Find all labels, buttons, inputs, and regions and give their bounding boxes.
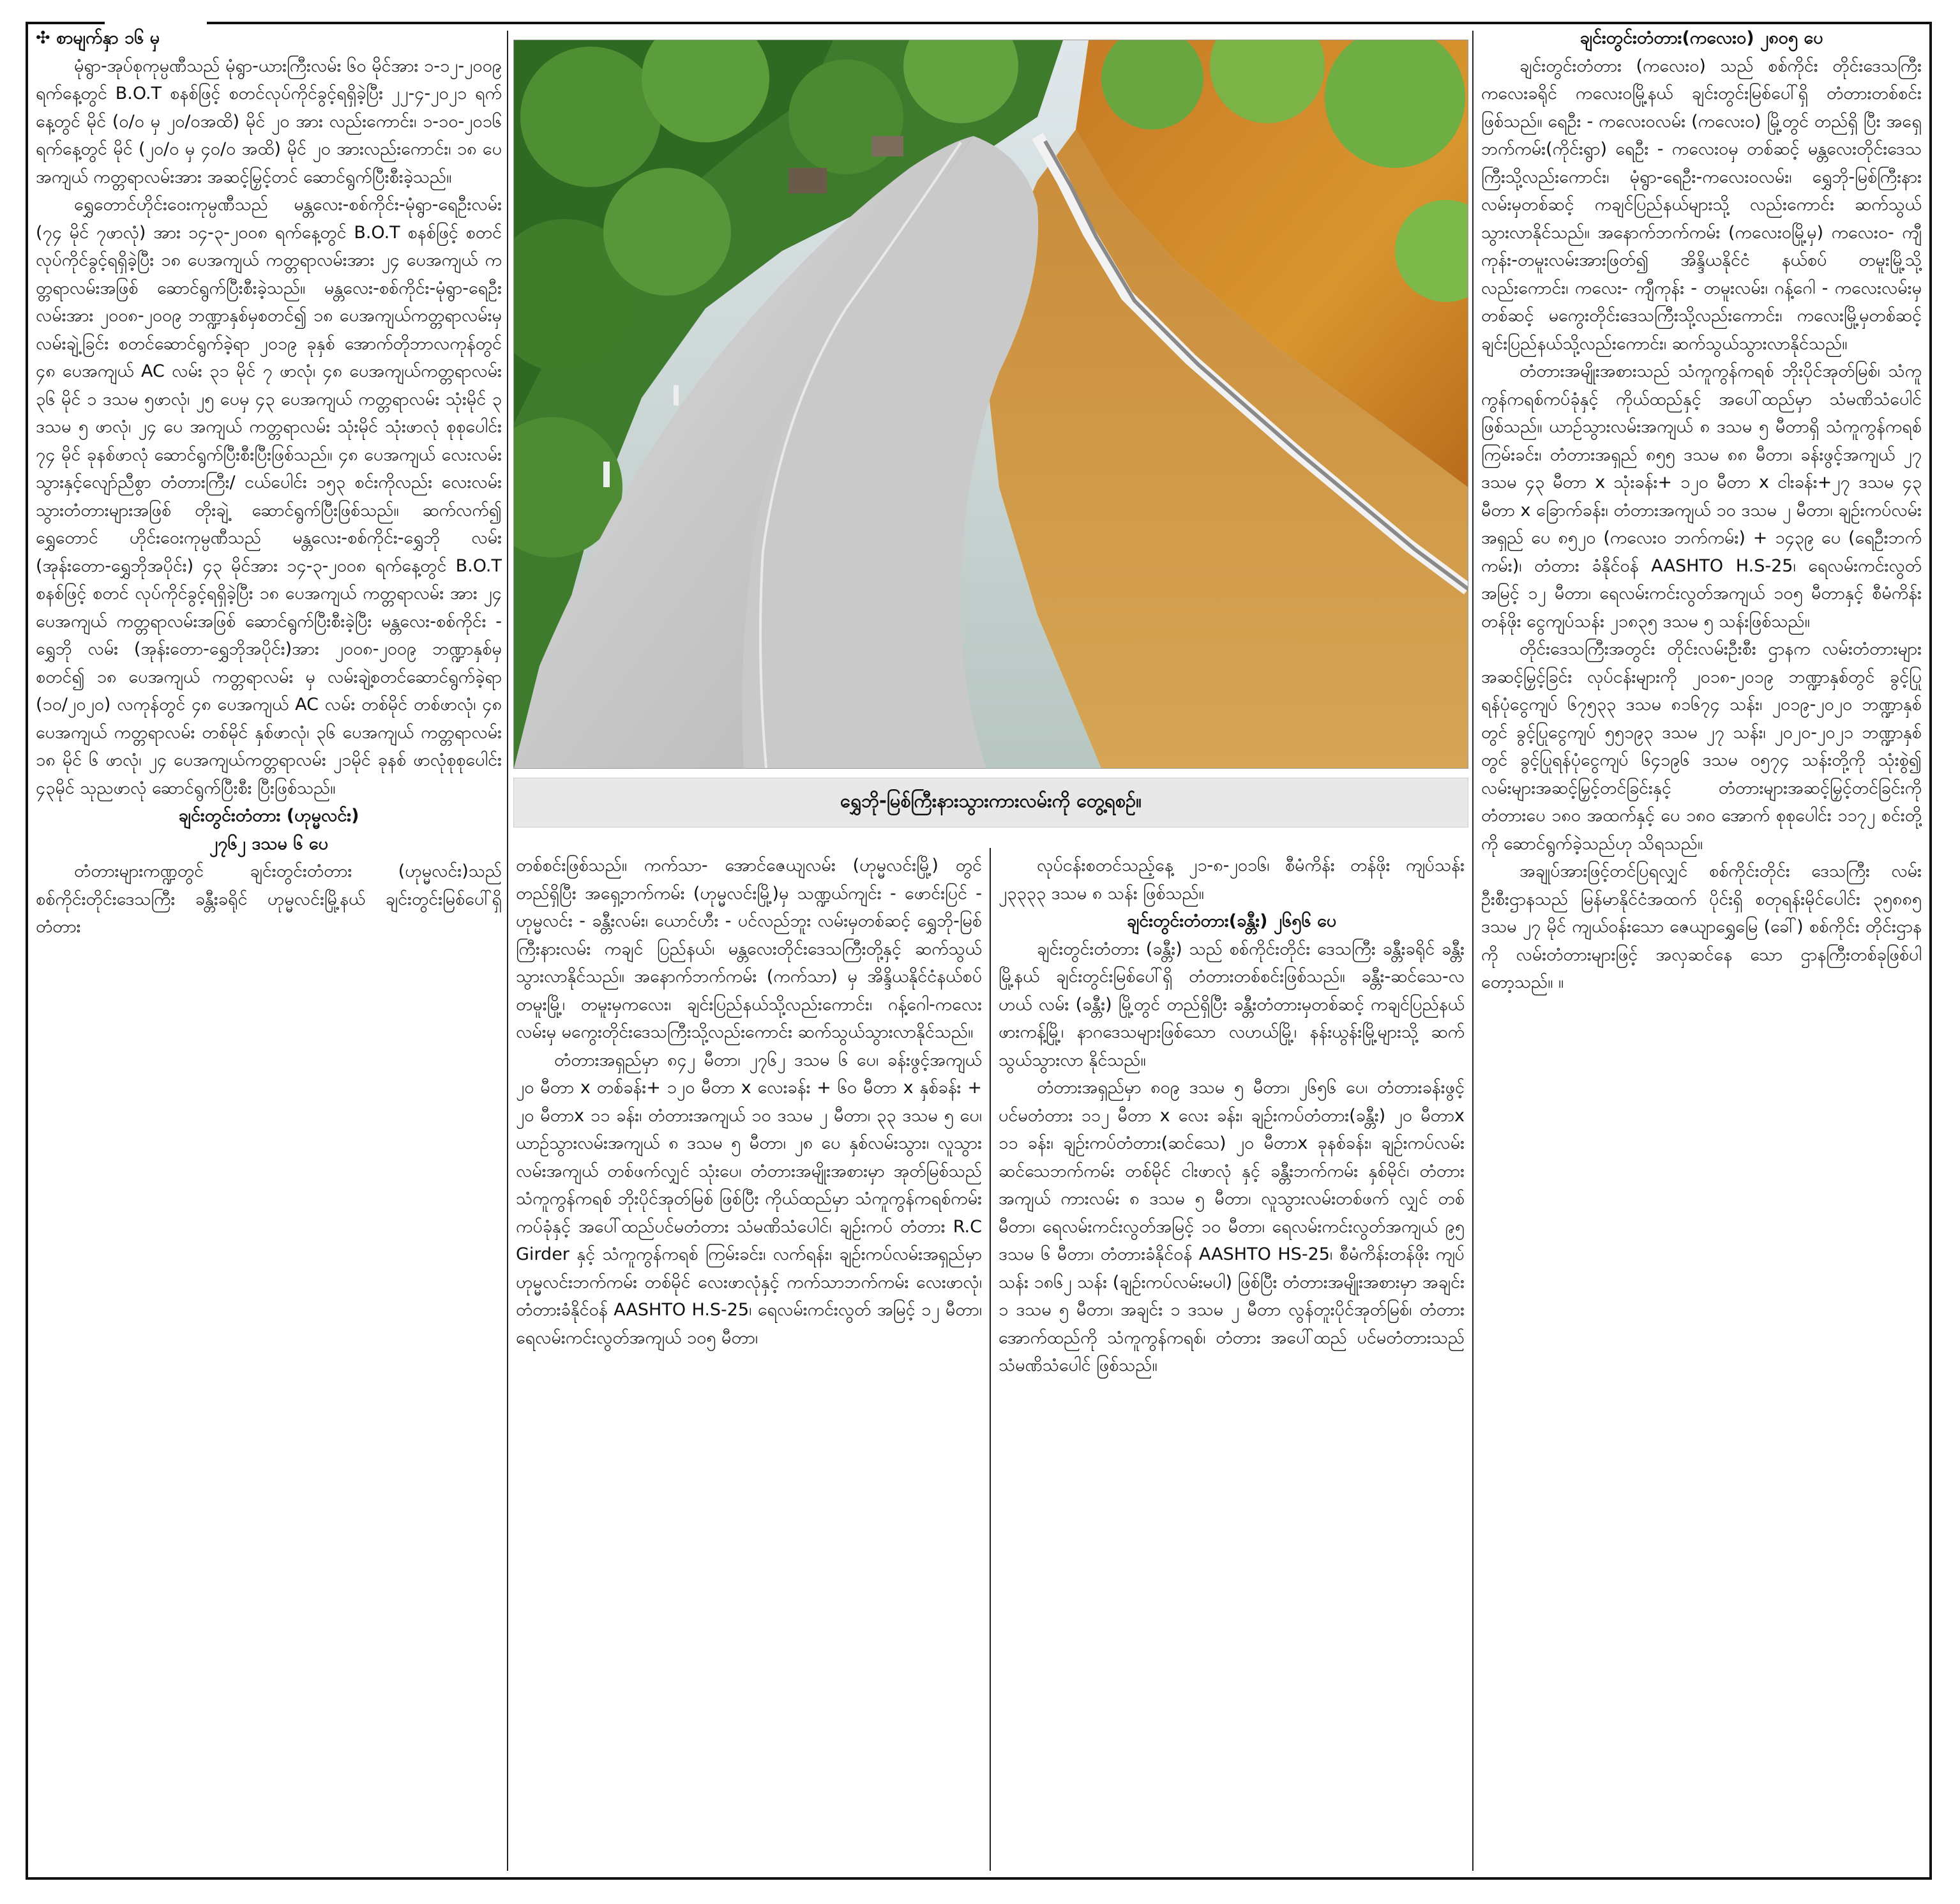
paragraph: တစ်စင်းဖြစ်သည်။ ကက်သာ- အောင်ဇေယျလမ်း (ဟုမ္မလင်းမြို့) တွင် တည်ရှိပြီး အရှေ့ဘက်ကမ်း (ဟုမ္မလင်းမြို့)မှ သဏ္ဍယ်ကျင်း - ဖောင်းပြင် - ဟုမ္မလင်း - ခန္တီးလမ်း၊ ယောင်ဟီး - ပင်လည်ဘူး လမ်းမှတစ်ဆင့် ရွှေဘို-မြစ်ကြီးနားလမ်း ကချင် ပြည်နယ်၊ မန္တလေးတိုင်းဒေသကြီးတို့နှင့် ဆက်သွယ် သွားလာနိုင်သည်။ အနောက်ဘက်ကမ်း (ကက်သာ) မှ အိန္ဒိယနိုင်ငံနယ်စပ် တမူးမြို့၊ တမူးမှကလေး၊ ချင်းပြည်နယ်သို့လည်းကောင်း၊ ဂန့်ဂေါ-ကလေး လမ်းမှ မကွေးတိုင်းဒေသကြီးသို့လည်းကောင်း ဆက်သွယ်သွားလာနိုင်သည်။ <box>516 856 982 1042</box>
section-heading: ချင်းတွင်းတံတား(ခန္တီး) ၂၆၅၆ ပေ <box>1126 911 1337 931</box>
article-column-1 <box>36 24 502 1877</box>
section-heading-sub: ၂၇၆၂ ဒသမ ၆ ပေ <box>209 833 328 854</box>
column-divider <box>1472 31 1474 1871</box>
paragraph: အချုပ်အားဖြင့်တင်ပြရလျှင် စစ်ကိုင်းတိုင်း ဒေသကြီး လမ်းဦးစီးဌာနသည် မြန်မာနိုင်ငံအထက် ပိုင်းရှိ စတုရန်းမိုင်ပေါင်း ၃၅၈၈၅ ဒသမ ၂၇ မိုင် ကျယ်ဝန်းသော ဇေယျာရွှေမြေ (ခေါ်) စစ်ကိုင်း တိုင်းဌာနကို လမ်းတံတားများဖြင့် အလှဆင်နေ သော ဌာနကြီးတစ်ခုဖြစ်ပါတော့သည်။ ။ <box>1481 861 1922 992</box>
road-photo <box>513 40 1468 769</box>
section-heading: ချင်းတွင်းတံတား(ကလေးဝ) ၂၈၀၅ ပေ <box>1579 28 1823 48</box>
article-frame <box>26 22 1932 1880</box>
paragraph: တံတားအရှည်မှာ ၈၀၉ ဒသမ ၅ မီတာ၊ ၂၆၅၆ ပေ၊ တံတားခန်းဖွင့် ပင်မတံတား ၁၁၂ မီတာ x လေး ခန်း၊ ချဉ်းကပ်တံတား(ခန္တီး) ၂၀ မီတာx ၁၁ ခန်း၊ ချဉ်းကပ်တံတား(ဆင်သေ) ၂၀ မီတာx ခုနစ်ခန်း၊ ချဉ်းကပ်လမ်း ဆင်သေဘက်ကမ်း တစ်မိုင် ငါးဖာလုံ နှင့် ခန္တီးဘက်ကမ်း နှစ်မိုင်၊ တံတားအကျယ် ကားလမ်း ၈ ဒသမ ၅ မီတာ၊ လူသွားလမ်းတစ်ဖက် လျှင် တစ်မီတာ၊ ရေလမ်းကင်းလွတ်အမြင့် ၁၀ မီတာ၊ ရေလမ်းကင်းလွတ်အကျယ် ၉၅ ဒသမ ၆ မီတာ၊ တံတားခံနိုင်ဝန် AASHTO HS-25၊ စီမံကိန်းတန်ဖိုး ကျပ်သန်း ၁၈၆၂ သန်း (ချဉ်းကပ်လမ်းမပါ) ဖြစ်ပြီး တံတားအမျိုးအစားမှာ အချင်း ၁ ဒသမ ၅ မီတာ၊ အချင်း ၁ ဒသမ ၂ မီတာ လွန်တူးပိုင်အုတ်မြစ်၊ တံတားအောက်ထည်ကို သံကူကွန်ကရစ်၊ တံတား အပေါ်ထည် ပင်မတံတားသည် သံမဏိသံပေါင် ဖြစ်သည်။ <box>999 1078 1465 1375</box>
photo-caption: ရွှေဘို-မြစ်ကြီးနားသွားကားလမ်းကို တွေ့ရစဉ်။ <box>513 778 1468 827</box>
article-column-3 <box>999 852 1465 1877</box>
continued-from: ✣ စာမျက်နှာ ၁၆ မှ <box>36 28 160 48</box>
paragraph: တိုင်းဒေသကြီးအတွင်း တိုင်းလမ်းဦးစီး ဌာနက လမ်းတံတားများ အဆင့်မြှင့်ခြင်း လုပ်ငန်းများကို ၂၀၁၈-၂၀၁၉ ဘဏ္ဍာနှစ်တွင် ခွင့်ပြုရန်ပုံငွေကျပ် ၆၇၅၃၃ ဒသမ ၈၁၆၇၄ သန်း၊ ၂၀၁၉-၂၀၂၀ ဘဏ္ဍာနှစ်တွင် ခွင့်ပြုငွေကျပ် ၅၅၁၉၃ ဒသမ ၂၇ သန်း၊ ၂၀၂၀-၂၀၂၁ ဘဏ္ဍာနှစ်တွင် ခွင့်ပြုရန်ပုံငွေကျပ် ၆၄၁၉၆ ဒသမ ၀၅၇၄ သန်းတို့ကို သုံးစွဲ၍ လမ်းများအဆင့်မြှင့်တင်ခြင်းနှင့် တံတားများအဆင့်မြှင့်တင်ခြင်းကို တံတားပေ ၁၈၀ အထက်နှင့် ပေ ၁၈၀ အောက် စုစုပေါင်း ၁၁၇၂ စင်းတို့ကို ဆောင်ရွက်ခဲ့သည်ဟု သိရသည်။ <box>1481 639 1922 854</box>
paragraph: တံတားအမျိုးအစားသည် သံကူကွန်ကရစ် ဘိုးပိုင်အုတ်မြစ်၊ သံကူကွန်ကရစ်ကပ်ခုံနှင့် ကိုယ်ထည်နှင့် အပေါ်ထည်မှာ သံမဏိသံပေါင် ဖြစ်သည်။ ယာဉ်သွားလမ်းအကျယ် ၈ ဒသမ ၅ မီတာရှိ သံကူကွန်ကရစ်ကြမ်းခင်း၊ တံတားအရှည် ၈၅၅ ဒသမ ၈၈ မီတာ၊ ခန်းဖွင့်အကျယ် ၂၇ ဒသမ ၄၃ မီတာ x သုံးခန်း+ ၁၂၀ မီတာ x ငါးခန်း+၂၇ ဒသမ ၄၃ မီတာ x ခြောက်ခန်း၊ တံတားအကျယ် ၁၀ ဒသမ ၂ မီတာ၊ ချဉ်းကပ်လမ်းအရှည် ပေ ၈၅၂၀ (ကလေးဝ ဘက်ကမ်း) + ၁၄၃၉ ပေ (ရေဦးဘက်ကမ်း)၊ တံတား ခံနိုင်ဝန် AASHTO H.S-25၊ ရေလမ်းကင်းလွတ်အမြင့် ၁၂ မီတာ၊ ရေလမ်းကင်းလွတ်အကျယ် ၁၀၅ မီတာနှင့် စီမံကိန်းတန်ဖိုး ငွေကျပ်သန်း ၂၁၈၃၅ ဒသမ ၅ သန်းဖြစ်သည်။ <box>1481 361 1922 631</box>
paragraph: တံတားများကဏ္ဍတွင် ချင်းတွင်းတံတား (ဟုမ္မလင်း)သည် စစ်ကိုင်းတိုင်းဒေသကြီး ခန္တီးခရိုင် ဟုမ္မလင်းမြို့နယ် ချင်းတွင်းမြစ်ပေါ်ရှိ တံတား <box>36 861 502 937</box>
paragraph: ချင်းတွင်းတံတား (ကလေးဝ) သည် စစ်ကိုင်း တိုင်းဒေသကြီး ကလေးခရိုင် ကလေးဝမြို့နယ် ချင်းတွင်းမြစ်ပေါ်ရှိ တံတားတစ်စင်းဖြစ်သည်။ ရေဦး - ကလေးဝလမ်း (ကလေးဝ) မြို့တွင် တည်ရှိ ပြီး အရှေ့ဘက်ကမ်း(ကိုင်းရွာ) ရေဦး - ကလေးဝမှ တစ်ဆင့် မန္တလေးတိုင်းဒေသကြီးသို့လည်းကောင်း၊ မုံရွာ-ရေဦး-ကလေးဝလမ်း၊ ရွှေဘို-မြစ်ကြီးနား လမ်းမှတစ်ဆင့် ကချင်ပြည်နယ်များသို့ လည်းကောင်း ဆက်သွယ်သွားလာနိုင်သည်။ အနောက်ဘက်ကမ်း (ကလေးဝမြို့မှ) ကလေးဝ- ကျီကုန်း-တမူးလမ်းအားဖြတ်၍ အိန္ဒိယနိုင်ငံ နယ်စပ် တမူးမြို့သို့လည်းကောင်း၊ ကလေး- ကျီကုန်း - တမူးလမ်း၊ ဂန့်ဂေါ - ကလေးလမ်းမှ တစ်ဆင့် မကွေးတိုင်းဒေသကြီးသို့လည်းကောင်း၊ ကလေးမြို့မှတစ်ဆင့် ချင်းပြည်နယ်သို့လည်းကောင်း၊ ဆက်သွယ်သွားလာနိုင်သည်။ <box>1481 56 1922 354</box>
paragraph: တံတားအရှည်မှာ ၈၄၂ မီတာ၊ ၂၇၆၂ ဒသမ ၆ ပေ၊ ခန်းဖွင့်အကျယ် ၂၀ မီတာ x တစ်ခန်း+ ၁၂၀ မီတာ x လေးခန်း + ၆၀ မီတာ x နှစ်ခန်း + ၂၀ မီတာx ၁၁ ခန်း၊ တံတားအကျယ် ၁၀ ဒသမ ၂ မီတာ၊ ၃၃ ဒသမ ၅ ပေ၊ ယာဉ်သွားလမ်းအကျယ် ၈ ဒသမ ၅ မီတာ၊ ၂၈ ပေ နှစ်လမ်းသွား၊ လူသွားလမ်းအကျယ် တစ်ဖက်လျှင် သုံးပေ၊ တံတားအမျိုးအစားမှာ အုတ်မြစ်သည် သံကူကွန်ကရစ် ဘိုးပိုင်အုတ်မြစ် ဖြစ်ပြီး ကိုယ်ထည်မှာ သံကူကွန်ကရစ်ကမ်းကပ်ခုံနှင့် အပေါ်ထည်ပင်မတံတား သံမဏိသံပေါင်၊ ချဉ်းကပ် တံတား R.C Girder နှင့် သံကူကွန်ကရစ် ကြမ်းခင်း၊ လက်ရန်း၊ ချဉ်းကပ်လမ်းအရှည်မှာ ဟုမ္မလင်းဘက်ကမ်း တစ်မိုင် လေးဖာလုံနှင့် ကက်သာဘက်ကမ်း လေးဖာလုံ၊ တံတားခံနိုင်ဝန် AASHTO H.S-25၊ ရေလမ်းကင်းလွတ် အမြင့် ၁၂ မီတာ၊ ရေလမ်းကင်းလွတ်အကျယ် ၁၀၅ မီတာ၊ <box>516 1050 982 1348</box>
paragraph: ရွှေတောင်ဟိုင်းဝေးကုမ္ပဏီသည် မန္တလေး-စစ်ကိုင်း-မုံရွာ-ရေဦးလမ်း (၇၄ မိုင် ၇ဖာလုံ) အား ၁၄-၃-၂၀၀၈ ရက်နေ့တွင် B.O.T စနစ်ဖြင့် စတင်လုပ်ကိုင်ခွင့်ရရှိခဲ့ပြီး ၁၈ ပေအကျယ် ကတ္တရာလမ်းအား ၂၄ ပေအကျယ် ကတ္တရာလမ်းအဖြစ် ဆောင်ရွက်ပြီးစီးခဲ့သည်။ မန္တလေး-စစ်ကိုင်း-မုံရွာ-ရေဦးလမ်းအား ၂၀၀၈-၂၀၀၉ ဘဏ္ဍာနှစ်မှစတင်၍ ၁၈ ပေအကျယ်ကတ္တရာလမ်းမှ လမ်းချဲ့ခြင်း စတင်ဆောင်ရွက်ခဲ့ရာ ၂၀၁၉ ခုနှစ် အောက်တိုဘာလကုန်တွင် ၄၈ ပေအကျယ် AC လမ်း ၃၁ မိုင် ၇ ဖာလုံ၊ ၄၈ ပေအကျယ်ကတ္တရာလမ်း ၃၆ မိုင် ၁ ဒသမ ၅ဖာလုံ၊ ၂၅ ပေမှ ၄၃ ပေအကျယ် ကတ္တရာလမ်း သုံးမိုင် ၃ ဒသမ ၅ ဖာလုံ၊ ၂၄ ပေ အကျယ် ကတ္တရာလမ်း သုံးမိုင် သုံးဖာလုံ စုစုပေါင်း ၇၄ မိုင် ခုနစ်ဖာလုံ ဆောင်ရွက်ပြီးစီးပြီးဖြစ်သည်။ ၄၈ ပေအကျယ် လေးလမ်းသွားနှင့်လျော်ညီစွာ တံတားကြီး/ ငယ်ပေါင်း ၁၅၃ စင်းကိုလည်း လေးလမ်းသွားတံတားများအဖြစ် တိုးချဲ့ ဆောင်ရွက်ပြီးဖြစ်သည်။ ဆက်လက်၍ ရွှေတောင် ဟိုင်းဝေးကုမ္ပဏီသည် မန္တလေး-စစ်ကိုင်း-ရွှေဘို လမ်း (အုန်းတော-ရွှေဘိုအပိုင်း) ၄၃ မိုင်အား ၁၄-၃-၂၀၀၈ ရက်နေ့တွင် B.O.T စနစ်ဖြင့် စတင် လုပ်ကိုင်ခွင့်ရရှိခဲ့ပြီး ၁၈ ပေအကျယ် ကတ္တရာလမ်း အား ၂၄ ပေအကျယ် ကတ္တရာလမ်းအဖြစ် ဆောင်ရွက်ပြီးစီးခဲ့ပြီး မန္တလေး-စစ်ကိုင်း - ရွှေဘို လမ်း (အုန်းတော-ရွှေဘိုအပိုင်း)အား ၂၀၀၈-၂၀၀၉ ဘဏ္ဍာနှစ်မှစတင်၍ ၁၈ ပေအကျယ် ကတ္တရာလမ်း မှ လမ်းချဲ့စတင်ဆောင်ရွက်ခဲ့ရာ (၁၀/၂၀၂၀) လကုန်တွင် ၄၈ ပေအကျယ် AC လမ်း တစ်မိုင် တစ်ဖာလုံ၊ ၄၈ ပေအကျယ် ကတ္တရာလမ်း တစ်မိုင် နှစ်ဖာလုံ၊ ၃၆ ပေအကျယ် ကတ္တရာလမ်း ၁၈ မိုင် ၆ ဖာလုံ၊ ၂၄ ပေအကျယ်ကတ္တရာလမ်း ၂၁မိုင် ခုနစ် ဖာလုံစုစုပေါင်း ၄၃မိုင် သုညဖာလုံ ဆောင်ရွက်ပြီးစီး ပြီးဖြစ်သည်။ <box>36 195 502 798</box>
paragraph: ချင်းတွင်းတံတား (ခန္တီး) သည် စစ်ကိုင်းတိုင်း ဒေသကြီး ခန္တီးခရိုင် ခန္တီးမြို့နယ် ချင်းတွင်းမြစ်ပေါ်ရှိ တံတားတစ်စင်းဖြစ်သည်။ ခန္တီး-ဆင်သေ-လဟယ် လမ်း (ခန္တီး) မြို့တွင် တည်ရှိပြီး ခန္တီးတံတားမှတစ်ဆင့် ကချင်ပြည်နယ် ဖားကန့်မြို့၊ နာဂဒေသများဖြစ်သော လဟယ်မြို့၊ နန်းယွန်းမြို့များသို့ ဆက်သွယ်သွားလာ နိုင်သည်။ <box>999 939 1465 1070</box>
road-illustration <box>514 40 1468 768</box>
column-divider <box>507 31 508 1871</box>
article-column-2 <box>516 852 982 1877</box>
section-heading: ချင်းတွင်းတံတား (ဟုမ္မလင်း) <box>178 806 359 826</box>
article-column-4 <box>1481 24 1922 1877</box>
paragraph: မုံရွာ-အုပ်စုကုမ္ပဏီသည် မုံရွာ-ယားကြီးလမ်း ၆၀ မိုင်အား ၁-၁၂-၂၀၀၉ ရက်နေ့တွင် B.O.T စနစ်ဖြင့် စတင်လုပ်ကိုင်ခွင့်ရရှိခဲ့ပြီး ၂၂-၄-၂၀၂၁ ရက်နေ့တွင် မိုင် (၀/၀ မှ ၂၀/၀အထိ) မိုင် ၂၀ အား လည်းကောင်း၊ ၁-၁၀-၂၀၁၆ ရက်နေ့တွင် မိုင် (၂၀/၀ မှ ၄၀/၀ အထိ) မိုင် ၂၀ အားလည်းကောင်း၊ ၁၈ ပေအကျယ် ကတ္တရာလမ်းအား အဆင့်မြှင့်တင် ဆောင်ရွက်ပြီးစီးခဲ့သည်။ <box>36 56 502 187</box>
paragraph: လုပ်ငန်းစတင်သည့်နေ့ ၂၁-၈-၂၀၁၆၊ စီမံကိန်း တန်ဖိုး ကျပ်သန်း ၂၃၃၃၃ ဒသမ ၈ သန်း ဖြစ်သည်။ <box>999 856 1465 903</box>
column-divider <box>990 848 991 1871</box>
